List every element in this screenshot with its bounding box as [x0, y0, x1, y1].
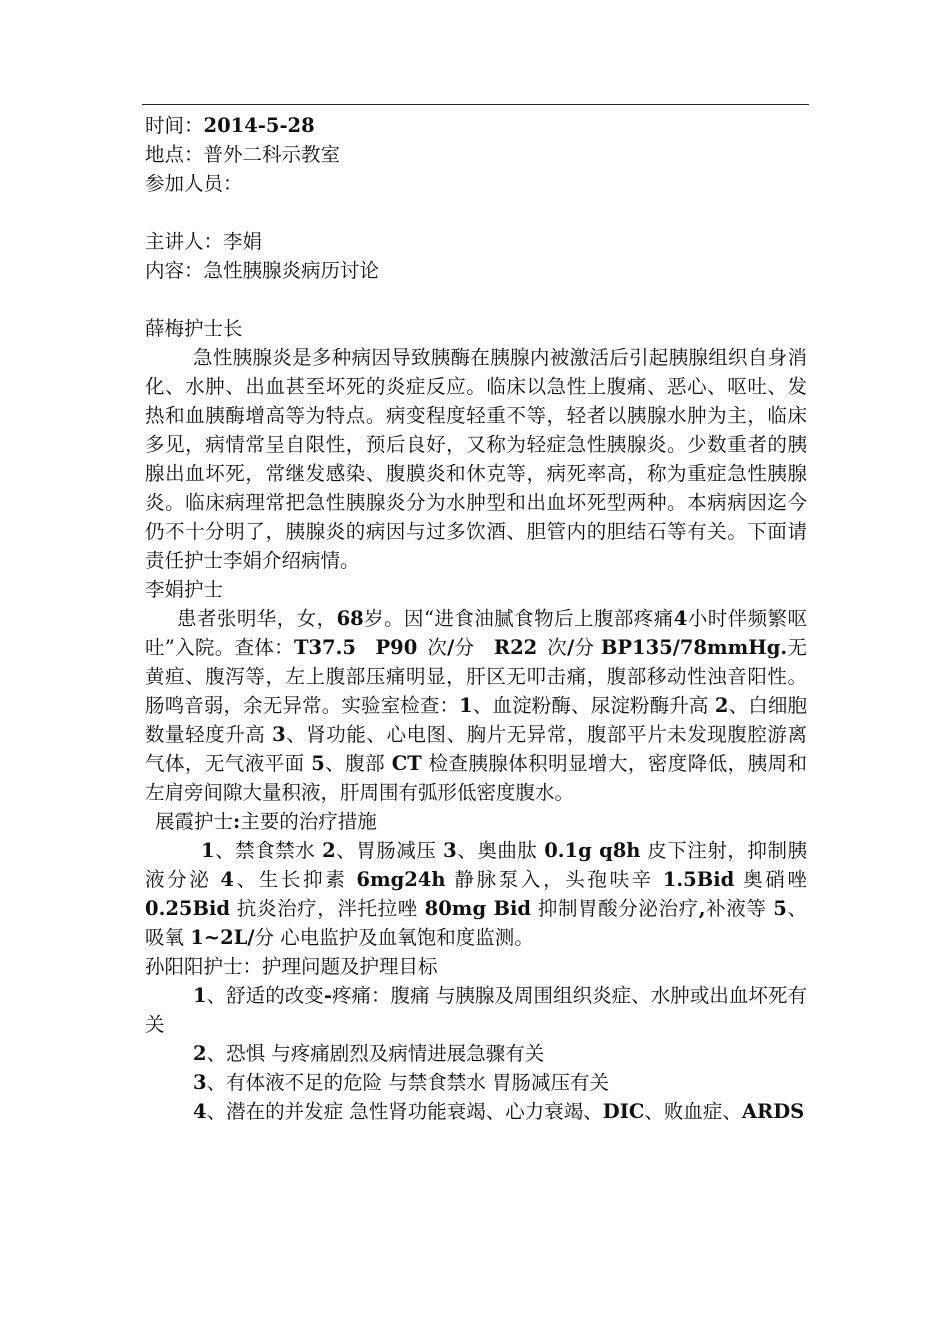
- text-run: 、舒适的改变: [206, 984, 324, 1007]
- text-run: 疼痛：腹痛 与胰腺及周围组织炎症、水肿或出血坏死有关: [145, 984, 807, 1036]
- text-run: 、血淀粉酶、尿淀粉酶升高: [472, 694, 709, 717]
- dic-label: DIC: [602, 1100, 645, 1123]
- text-run: 次: [427, 636, 448, 659]
- nursing-problem-2: [145, 1039, 807, 1068]
- text-run: 次: [547, 636, 568, 659]
- item-number: 3: [272, 723, 286, 746]
- section1-speaker: 薛梅护士长: [145, 317, 243, 340]
- dose-value: 0.1g q8h: [544, 839, 641, 862]
- text-run: 患者张明华，女，: [177, 607, 337, 630]
- speaker-line: 主讲人：李娟: [145, 230, 263, 253]
- pulse-value: P90: [375, 636, 418, 659]
- text-run: 皮下注射，抑制胰液分泌: [145, 839, 807, 891]
- text-run: 、生长抑素: [233, 868, 348, 891]
- text-run: 岁。因“进食油腻食物后上腹部疼痛: [363, 607, 674, 630]
- content-line: 内容：急性胰腺炎病历讨论: [145, 259, 380, 282]
- dash: -: [323, 984, 332, 1007]
- text-run: 、胃肠减压: [335, 839, 437, 862]
- text-run: 、奥曲肽: [456, 839, 538, 862]
- item-number: 2: [193, 1042, 207, 1065]
- section3-heading: [145, 807, 807, 836]
- nursing-problem-1: [145, 981, 807, 1039]
- item-number: 1: [193, 984, 207, 1007]
- ards-label: ARDS: [741, 1100, 805, 1123]
- colon: :: [233, 810, 241, 833]
- text-run: 抗炎治疗，泮托拉唑: [236, 897, 418, 920]
- item-number: 3: [193, 1071, 207, 1094]
- text-run: 静脉泵入，头孢呋辛: [454, 868, 654, 891]
- text-run: 、吸氧: [145, 897, 807, 949]
- time-line: [145, 111, 807, 140]
- text-run: 补液等: [705, 897, 767, 920]
- blank-line: [145, 285, 807, 314]
- dose-value: 80mg Bid: [424, 897, 532, 920]
- item-number: 5: [311, 752, 325, 775]
- section2-paragraph: [145, 604, 807, 807]
- attendees-line: 参加人员：: [145, 172, 243, 195]
- dose-value: 1.5Bid: [662, 868, 735, 891]
- text-run: 分: [574, 636, 595, 659]
- item-number: 1: [459, 694, 473, 717]
- text-run: 检查胰腺体积明显增大，密度降低，胰周和左肩旁间隙大量积液，肝周围有弧形低密度腹水。: [145, 752, 807, 804]
- section1-paragraph: 急性胰腺炎是多种病因导致胰酶在胰腺内被激活后引起胰腺组织自身消化、水肿、出血甚至坏死的炎症反应。临床以急性上腹痛、恶心、呕吐、发热和血胰酶增高等为特点。病变程度轻重不等，轻者以胰腺水肿为主，临床多见，病情常呈自限性，预后良好，又称为轻症急性胰腺炎。少数重者的胰腺出血坏死，常继发感染、腹膜炎和休克等，病死率高，称为重症急性胰腺炎。临床病理常把急性胰腺炎分为水肿型和出血坏死型两种。本病病因迄今仍不十分明了，胰腺炎的病因与过多饮酒、胆管内的胆结石等有关。下面请责任护士李娟介绍病情。: [145, 346, 807, 572]
- respiration-value: R22: [493, 636, 538, 659]
- text-run: 、潜在的并发症 急性肾功能衰竭、心力衰竭、: [206, 1100, 603, 1123]
- place-line: 地点：普外二科示教室: [145, 143, 341, 166]
- dose-value: 0.25Bid: [145, 897, 231, 920]
- item-number: 5: [773, 897, 787, 920]
- section3-title: 主要的治疗措施: [240, 810, 377, 833]
- text-run: 、败血症、: [644, 1100, 742, 1123]
- text-run: 、有体液不足的危险 与禁食禁水 胃肠减压有关: [206, 1071, 609, 1094]
- item-number: 1: [201, 839, 215, 862]
- text-run: 无黄疸、腹泻等，左上腹部压痛明显，肝区无叩击痛，腹部移动性浊音阳性。肠鸣音弱，余无异常。实验室检查：: [145, 636, 807, 717]
- text-run: 、禁食禁水: [214, 839, 316, 862]
- nursing-problem-4: [145, 1097, 807, 1126]
- nursing-problem-3: [145, 1068, 807, 1097]
- slash: /: [567, 636, 575, 659]
- hours-value: 4: [673, 607, 688, 630]
- section3-speaker: 展霞护士: [155, 810, 234, 833]
- text-run: 抑制胃酸分泌治疗: [537, 897, 699, 920]
- text-run: 分: [454, 636, 475, 659]
- header-rule: [142, 104, 809, 105]
- item-number: 4: [220, 868, 234, 891]
- item-number: 2: [714, 694, 729, 717]
- section3-paragraph: [145, 836, 807, 952]
- ct-label: CT: [391, 752, 422, 775]
- item-number: 2: [322, 839, 336, 862]
- text-run: 奥硝唑: [743, 868, 807, 891]
- text-run: 小时伴频繁呕吐”入院。查体：: [145, 607, 807, 659]
- text-run: 、腹部: [324, 752, 386, 775]
- blank-line: [145, 198, 807, 227]
- time-label: 时间：: [145, 114, 204, 137]
- item-number: 4: [193, 1100, 207, 1123]
- time-value: 2014-5-28: [203, 114, 315, 137]
- age-value: 68: [336, 607, 364, 630]
- slash: /: [447, 636, 455, 659]
- temperature-value: T37.5: [293, 636, 356, 659]
- comma: ,: [698, 897, 706, 920]
- blood-pressure-value: BP135/78mmHg.: [600, 636, 788, 659]
- section2-speaker: 李娟护士: [145, 578, 224, 601]
- item-number: 3: [443, 839, 457, 862]
- text-run: 分 心电监护及血氧饱和度监测。: [254, 926, 534, 949]
- text-run: 、肾功能、心电图、胸片无异常，腹部平片未发现腹腔游离气体，无气液平面: [145, 723, 807, 775]
- text-run: 、白细胞数量轻度升高: [145, 694, 807, 746]
- document-body: [145, 111, 807, 1126]
- section4-heading: 孙阳阳护士：护理问题及护理目标: [145, 955, 438, 978]
- text-run: 、恐惧 与疼痛剧烈及病情进展急骤有关: [206, 1042, 545, 1065]
- oxygen-flow-value: 1~2L/: [190, 926, 255, 949]
- dose-value: 6mg24h: [356, 868, 446, 891]
